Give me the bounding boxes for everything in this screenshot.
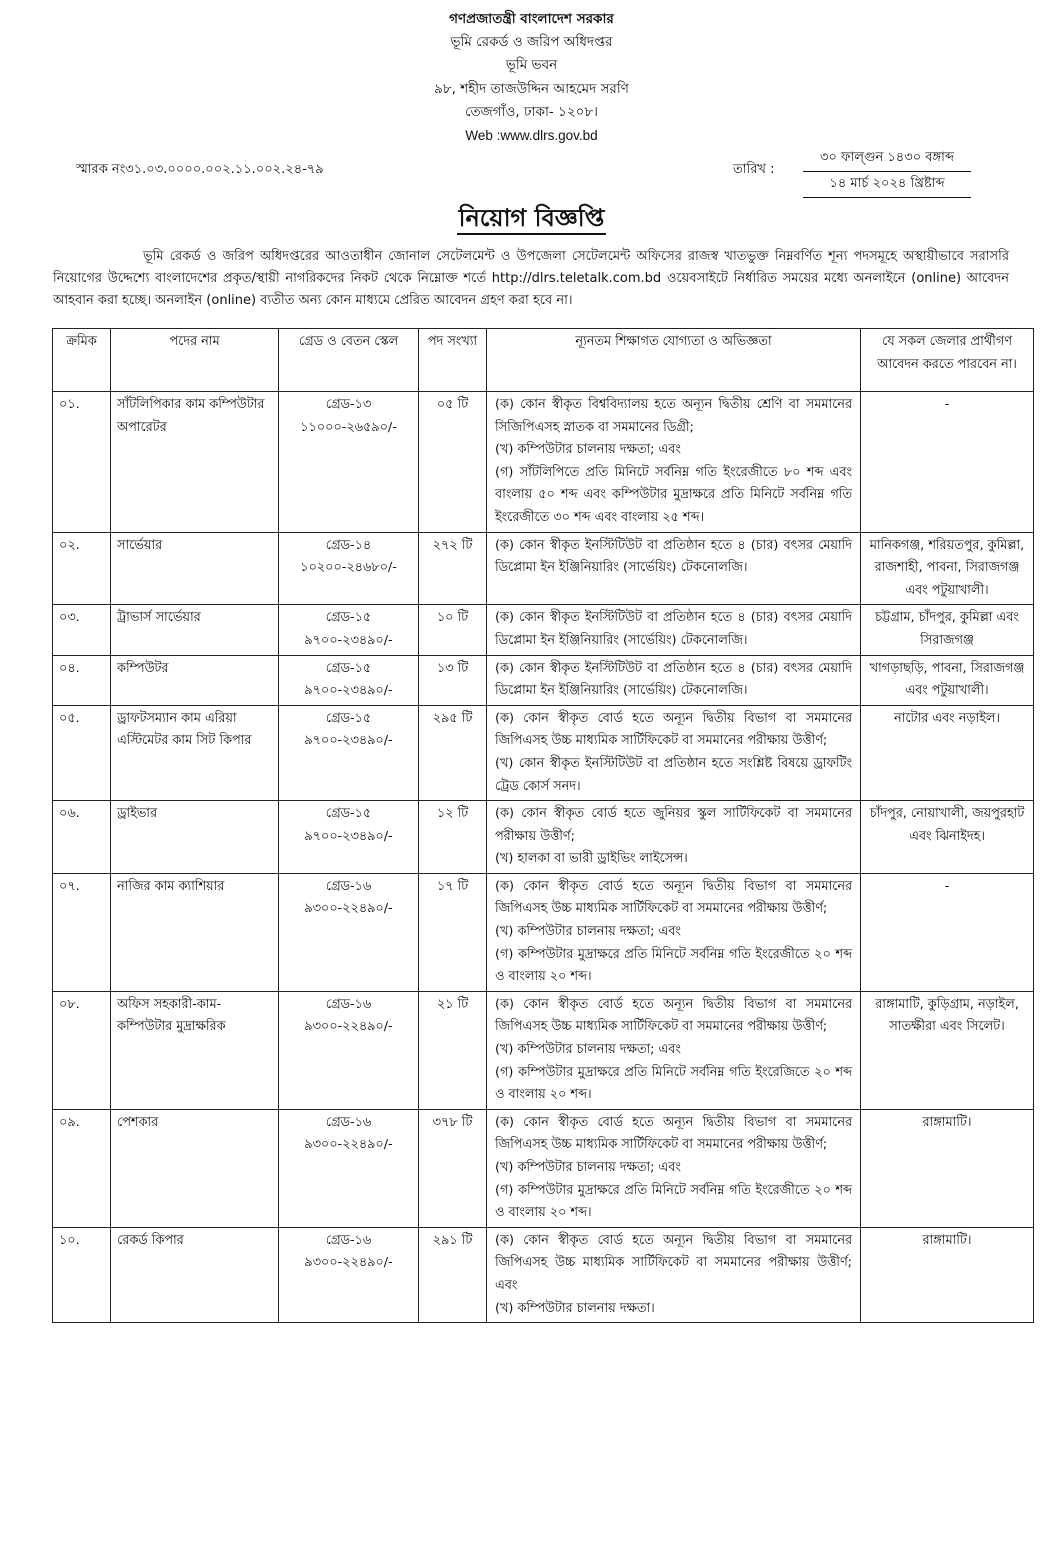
qualification-item: (খ) কম্পিউটার চালনায় দক্ষতা; এবং xyxy=(495,1042,681,1058)
cell-districts xyxy=(861,801,1034,874)
qualification-item: (গ) কম্পিউটার মুদ্রাক্ষরে প্রতি মিনিটে সর্বনিম্ন গতি ইংরেজিতে ২০ শব্দ ও বাংলায় ২০ শব্দ। xyxy=(495,1064,852,1103)
pay-scale: ৯৭০০-২৩৪৯০/- xyxy=(304,828,393,844)
table-row xyxy=(53,991,1034,1109)
cell-post xyxy=(111,1109,279,1227)
cell-districts xyxy=(861,705,1034,800)
cell-qualification xyxy=(487,873,861,991)
serial-text: ০৮. xyxy=(59,996,80,1012)
cell-post xyxy=(111,655,279,705)
serial-text: ০৪. xyxy=(59,660,80,676)
cell-districts xyxy=(861,873,1034,991)
memo-number: স্মারক নং৩১.০৩.০০০০.০০২.১১.০০২.২৪-৭৯ xyxy=(76,162,324,177)
grade-text: গ্রেড-১৫ xyxy=(325,660,372,676)
table-row xyxy=(53,392,1034,533)
districts-text: - xyxy=(944,397,950,412)
pay-scale: ৯৭০০-২৩৪৯০/- xyxy=(304,683,393,699)
table-body xyxy=(53,392,1034,1323)
header-count: পদ সংখ্যা xyxy=(419,329,487,392)
header-qualification: ন্যূনতম শিক্ষাগত যোগ্যতা ও অভিজ্ঞতা xyxy=(487,329,861,392)
post-name: সাঁটলিপিকার কাম কম্পিউটার অপারেটর xyxy=(117,397,265,435)
cell-qualification xyxy=(487,705,861,800)
post-count: ৩৭৮ টি xyxy=(432,1114,473,1130)
cell-qualification xyxy=(487,605,861,655)
qualification-item: (ক) কোন স্বীকৃত ইনস্টিটিউট বা প্রতিষ্ঠান হতে ৪ (চার) বৎসর মেয়াদি ডিপ্লোমা ইন ইঞ্জিনিয়ারিং (সার্ভেয়িং) টেকনোলজি। xyxy=(495,660,852,699)
qualification-item: (খ) কম্পিউটার চালনায় দক্ষতা; এবং xyxy=(495,1160,681,1175)
qualification-item: (ক) কোন স্বীকৃত বোর্ড হতে অন্যূন দ্বিতীয় বিভাগ বা সমমানের জিপিএসহ উচ্চ মাধ্যমিক সার্টিফিকেট বা সমমানের পরীক্ষায় উত্তীর্ণ; xyxy=(495,996,852,1035)
header-districts: যে সকল জেলার প্রার্থীগণ আবেদন করতে পারবেন না। xyxy=(861,329,1034,392)
table-row xyxy=(53,1109,1034,1227)
cell-grade xyxy=(279,801,419,874)
city-address: তেজগাঁও, ঢাকা- ১২০৮। xyxy=(465,103,598,120)
table-row xyxy=(53,873,1034,991)
cell-count xyxy=(419,991,487,1109)
qualification-item: (ক) কোন স্বীকৃত বিশ্ববিদ্যালয় হতে অন্যূন দ্বিতীয় শ্রেণি বা সমমানের সিজিপিএসহ স্নাতক বা সমমানের ডিগ্রী; xyxy=(495,397,852,435)
qualification-item: (খ) কোন স্বীকৃত ইনস্টিটিউট বা প্রতিষ্ঠান হতে সংশ্লিষ্ট বিষয়ে ড্রাফটিং ট্রেড কোর্স সনদ। xyxy=(495,755,852,794)
table-row xyxy=(53,801,1034,874)
pay-scale: ৯৩০০-২২৪৯০/- xyxy=(304,1255,393,1271)
cell-serial xyxy=(53,605,111,655)
post-count: ১৭ টি xyxy=(436,878,469,894)
post-count: ২৭২ টি xyxy=(432,537,473,553)
letterhead xyxy=(0,8,1063,147)
post-count: ২৯১ টি xyxy=(432,1232,473,1248)
pay-scale: ৯৩০০-২২৪৯০/- xyxy=(304,901,393,917)
qualification-item: (গ) সাঁটলিপিতে প্রতি মিনিটে সর্বনিম্ন গতি ইংরেজীতে ৮০ শব্দ এবং বাংলায় ৫০ শব্দ এবং কম্পিউটার মুদ্রাক্ষরে প্রতি মিনিটে সর্বনিম্ন গতি ইংরেজীতে ৩০ শব্দ এবং বাংলায় ২৫ শব্দ। xyxy=(495,464,852,525)
grade-text: গ্রেড-১৫ xyxy=(325,610,372,626)
districts-text: মানিকগঞ্জ, শরিয়তপুর, কুমিল্লা, রাজশাহী, পাবনা, সিরাজগঞ্জ এবং পটুয়াখালী। xyxy=(869,537,1025,598)
qualification-item: (ক) কোন স্বীকৃত ইনস্টিটিউট বা প্রতিষ্ঠান হতে ৪ (চার) বৎসর মেয়াদি ডিপ্লোমা ইন ইঞ্জিনিয়ারিং (সার্ভেয়িং) টেকনোলজি। xyxy=(495,537,852,576)
cell-grade xyxy=(279,1109,419,1227)
serial-text: ০৫. xyxy=(59,710,80,726)
cell-districts xyxy=(861,605,1034,655)
date-bangla: ৩০ ফাল্গুন ১৪৩০ বঙ্গাব্দ xyxy=(803,148,971,172)
pay-scale: ৯৩০০-২২৪৯০/- xyxy=(304,1019,393,1035)
grade-text: গ্রেড-১৫ xyxy=(325,806,372,822)
cell-post xyxy=(111,392,279,533)
grade-text: গ্রেড-১৬ xyxy=(325,878,372,894)
table-header-row xyxy=(53,329,1034,392)
grade-text: গ্রেড-১৬ xyxy=(325,1114,372,1130)
pay-scale: ৯৭০০-২৩৪৯০/- xyxy=(304,733,393,749)
qualification-item: (খ) কম্পিউটার চালনায় দক্ষতা। xyxy=(495,1300,655,1316)
cell-grade xyxy=(279,655,419,705)
qualification-item: (খ) কম্পিউটার চালনায় দক্ষতা; এবং xyxy=(495,442,681,458)
intro-paragraph: ভূমি রেকর্ড ও জরিপ অধিদপ্তরের আওতাধীন জোনাল সেটেলমেন্ট ও উপজেলা সেটেলমেন্ট অফিসের রাজস্ব খাতভুক্ত নিম্নবর্ণিত শূন্য পদসমূহে অস্থায়ীভাবে সরাসরি নিয়োগের উদ্দেশ্যে বাংলাদেশের প্রকৃত/স্থায়ী নাগরিকদের নিকট থেকে নিম্নোক্ত শর্তে http://dlrs.teletalk.com.bd ওয়েবসাইটে নির্ধারিত সময়ের মধ্যে অনলাইনে (online) আবেদন আহবান করা হচ্ছে। অনলাইন (online) ব্যতীত অন্য কোন মাধ্যমে প্রেরিত আবেদন গ্রহণ করা হবে না। xyxy=(53,249,1009,308)
department-name: ভূমি রেকর্ড ও জরিপ অধিদপ্তর xyxy=(450,34,613,51)
table-row xyxy=(53,1227,1034,1322)
cell-serial xyxy=(53,532,111,605)
table-row xyxy=(53,655,1034,705)
post-count: ২১ টি xyxy=(436,996,469,1012)
cell-serial xyxy=(53,991,111,1109)
cell-qualification xyxy=(487,991,861,1109)
serial-text: ০৯. xyxy=(59,1114,80,1130)
post-name: ড্রাফটসম্যান কাম এরিয়া এস্টিমেটর কাম সিট কিপার xyxy=(117,710,252,749)
cell-count xyxy=(419,873,487,991)
cell-districts xyxy=(861,392,1034,533)
qualification-item: (ক) কোন স্বীকৃত বোর্ড হতে জুনিয়র স্কুল সার্টিফিকেট বা সমমানের পরীক্ষায় উত্তীর্ণ; xyxy=(495,806,852,844)
post-name: রেকর্ড কিপার xyxy=(117,1232,184,1248)
cell-count xyxy=(419,801,487,874)
cell-serial xyxy=(53,801,111,874)
cell-qualification xyxy=(487,801,861,874)
grade-text: গ্রেড-১৪ xyxy=(325,537,372,553)
cell-count xyxy=(419,655,487,705)
cell-post xyxy=(111,801,279,874)
header-post: পদের নাম xyxy=(111,329,279,392)
cell-qualification xyxy=(487,392,861,533)
cell-serial xyxy=(53,1227,111,1322)
cell-districts xyxy=(861,1109,1034,1227)
pay-scale: ১১০০০-২৬৫৯০/- xyxy=(300,419,397,435)
table-row xyxy=(53,532,1034,605)
header-grade: গ্রেড ও বেতন স্কেল xyxy=(279,329,419,392)
cell-grade xyxy=(279,392,419,533)
grade-text: গ্রেড-১৬ xyxy=(325,1232,372,1248)
cell-grade xyxy=(279,705,419,800)
districts-text: - xyxy=(944,878,950,894)
cell-post xyxy=(111,1227,279,1322)
cell-count xyxy=(419,532,487,605)
grade-text: গ্রেড-১৫ xyxy=(325,710,372,726)
cell-count xyxy=(419,392,487,533)
qualification-item: (ক) কোন স্বীকৃত বোর্ড হতে অন্যূন দ্বিতীয় বিভাগ বা সমমানের জিপিএসহ উচ্চ মাধ্যমিক সার্টিফিকেট বা সমমানের পরীক্ষায় উত্তীর্ণ; xyxy=(495,710,852,749)
cell-post xyxy=(111,991,279,1109)
cell-qualification xyxy=(487,532,861,605)
cell-count xyxy=(419,605,487,655)
districts-text: নাটোর এবং নড়াইল। xyxy=(894,710,1000,726)
grade-text: গ্রেড-১৬ xyxy=(325,996,372,1012)
pay-scale: ১০২০০-২৪৬৮০/- xyxy=(300,560,397,576)
website-line: Web :www.dlrs.gov.bd xyxy=(465,128,598,144)
post-name: কম্পিউটর xyxy=(117,660,169,676)
cell-districts xyxy=(861,532,1034,605)
cell-count xyxy=(419,705,487,800)
qualification-item: (গ) কম্পিউটার মুদ্রাক্ষরে প্রতি মিনিটে সর্বনিম্ন গতি ইংরেজীতে ২০ শব্দ ও বাংলায় ২০ শব্দ। xyxy=(495,946,852,985)
pay-scale: ৯৩০০-২২৪৯০/- xyxy=(304,1137,393,1153)
cell-serial xyxy=(53,873,111,991)
building-name: ভূমি ভবন xyxy=(505,57,558,74)
cell-serial xyxy=(53,705,111,800)
post-name: পেশকার xyxy=(117,1114,159,1130)
cell-districts xyxy=(861,991,1034,1109)
date-gregorian: ১৪ মার্চ ২০২৪ খ্রিষ্টাব্দ xyxy=(803,174,971,198)
cell-grade xyxy=(279,991,419,1109)
cell-qualification xyxy=(487,1109,861,1227)
cell-grade xyxy=(279,1227,419,1322)
districts-text: খাগড়াছড়ি, পাবনা, সিরাজগঞ্জ এবং পটুয়াখালী। xyxy=(869,660,1025,699)
post-count: ১২ টি xyxy=(436,806,469,822)
table-row xyxy=(53,605,1034,655)
cell-qualification xyxy=(487,655,861,705)
qualification-item: (ক) কোন স্বীকৃত ইনস্টিটিউট বা প্রতিষ্ঠান হতে ৪ (চার) বৎসর মেয়াদি ডিপ্লোমা ইন ইঞ্জিনিয়ারিং (সার্ভেয়িং) টেকনোলজি। xyxy=(495,610,852,648)
cell-qualification xyxy=(487,1227,861,1322)
cell-districts xyxy=(861,655,1034,705)
districts-text: রাঙ্গামাটি, কুড়িগ্রাম, নড়াইল, সাতক্ষীরা এবং সিলেট। xyxy=(875,996,1019,1035)
cell-post xyxy=(111,605,279,655)
post-count: ২৯৫ টি xyxy=(432,710,473,726)
serial-text: ১০. xyxy=(59,1232,80,1248)
districts-text: চাঁদপুর, নোয়াখালী, জয়পুরহাট এবং ঝিনাইদহ। xyxy=(869,806,1025,844)
cell-serial xyxy=(53,655,111,705)
pay-scale: ৯৭০০-২৩৪৯০/- xyxy=(304,632,393,648)
cell-grade xyxy=(279,873,419,991)
cell-post xyxy=(111,873,279,991)
cell-serial xyxy=(53,1109,111,1227)
qualification-item: (খ) হালকা বা ভারী ড্রাইভিং লাইসেন্স। xyxy=(495,851,688,867)
serial-text: ০৩. xyxy=(59,610,80,626)
vacancy-table xyxy=(52,328,1034,1323)
post-name: ড্রাইভার xyxy=(117,806,158,822)
post-count: ১০ টি xyxy=(436,610,469,626)
grade-text: গ্রেড-১৩ xyxy=(325,397,372,412)
cell-count xyxy=(419,1227,487,1322)
cell-grade xyxy=(279,532,419,605)
street-address: ৯৮, শহীদ তাজউদ্দিন আহমেদ সরণি xyxy=(434,80,629,97)
cell-post xyxy=(111,705,279,800)
districts-text: রাঙ্গামাটি। xyxy=(922,1232,972,1248)
serial-text: ০৭. xyxy=(59,878,80,894)
post-name: নাজির কাম ক্যাশিয়ার xyxy=(117,878,225,894)
date-label: তারিখ : xyxy=(733,162,775,177)
govt-name: গণপ্রজাতন্ত্রী বাংলাদেশ সরকার xyxy=(449,11,614,27)
cell-serial xyxy=(53,392,111,533)
qualification-item: (ক) কোন স্বীকৃত বোর্ড হতে অন্যূন দ্বিতীয় বিভাগ বা সমমানের জিপিএসহ উচ্চ মাধ্যমিক সার্টিফিকেট বা সমমানের পরীক্ষায় উত্তীর্ণ; এবং xyxy=(495,1232,852,1293)
post-count: ১৩ টি xyxy=(436,660,469,676)
cell-post xyxy=(111,532,279,605)
serial-text: ০২. xyxy=(59,537,80,553)
cell-districts xyxy=(861,1227,1034,1322)
qualification-item: (গ) কম্পিউটার মুদ্রাক্ষরে প্রতি মিনিটে সর্বনিম্ন গতি ইংরেজীতে ২০ শব্দ ও বাংলায় ২০ শব্দ। xyxy=(495,1182,852,1221)
districts-text: রাঙ্গামাটি। xyxy=(922,1114,972,1130)
header-serial: ক্রমিক xyxy=(53,329,111,392)
serial-text: ০১. xyxy=(59,397,80,412)
qualification-item: (ক) কোন স্বীকৃত বোর্ড হতে অন্যূন দ্বিতীয় বিভাগ বা সমমানের জিপিএসহ উচ্চ মাধ্যমিক সার্টিফিকেট বা সমমানের পরীক্ষায় উত্তীর্ণ; xyxy=(495,1114,852,1153)
serial-text: ০৬. xyxy=(59,806,80,822)
post-name: সার্ভেয়ার xyxy=(117,537,163,553)
cell-grade xyxy=(279,605,419,655)
notice-title-wrap xyxy=(0,200,1063,240)
qualification-item: (ক) কোন স্বীকৃত বোর্ড হতে অন্যূন দ্বিতীয় বিভাগ বা সমমানের জিপিএসহ উচ্চ মাধ্যমিক সার্টিফিকেট বা সমমানের পরীক্ষায় উত্তীর্ণ; xyxy=(495,878,852,917)
notice-title: নিয়োগ বিজ্ঞপ্তি xyxy=(457,204,607,235)
post-name: অফিস সহকারী-কাম-কম্পিউটার মুদ্রাক্ষরিক xyxy=(117,996,226,1035)
districts-text: চট্টগ্রাম, চাঁদপুর, কুমিল্লা এবং সিরাজগঞ্জ xyxy=(875,610,1019,648)
post-count: ০৫ টি xyxy=(436,397,469,412)
post-name: ট্রাভার্স সার্ভেয়ার xyxy=(117,610,201,626)
cell-count xyxy=(419,1109,487,1227)
qualification-item: (খ) কম্পিউটার চালনায় দক্ষতা; এবং xyxy=(495,924,681,940)
table-row xyxy=(53,705,1034,800)
